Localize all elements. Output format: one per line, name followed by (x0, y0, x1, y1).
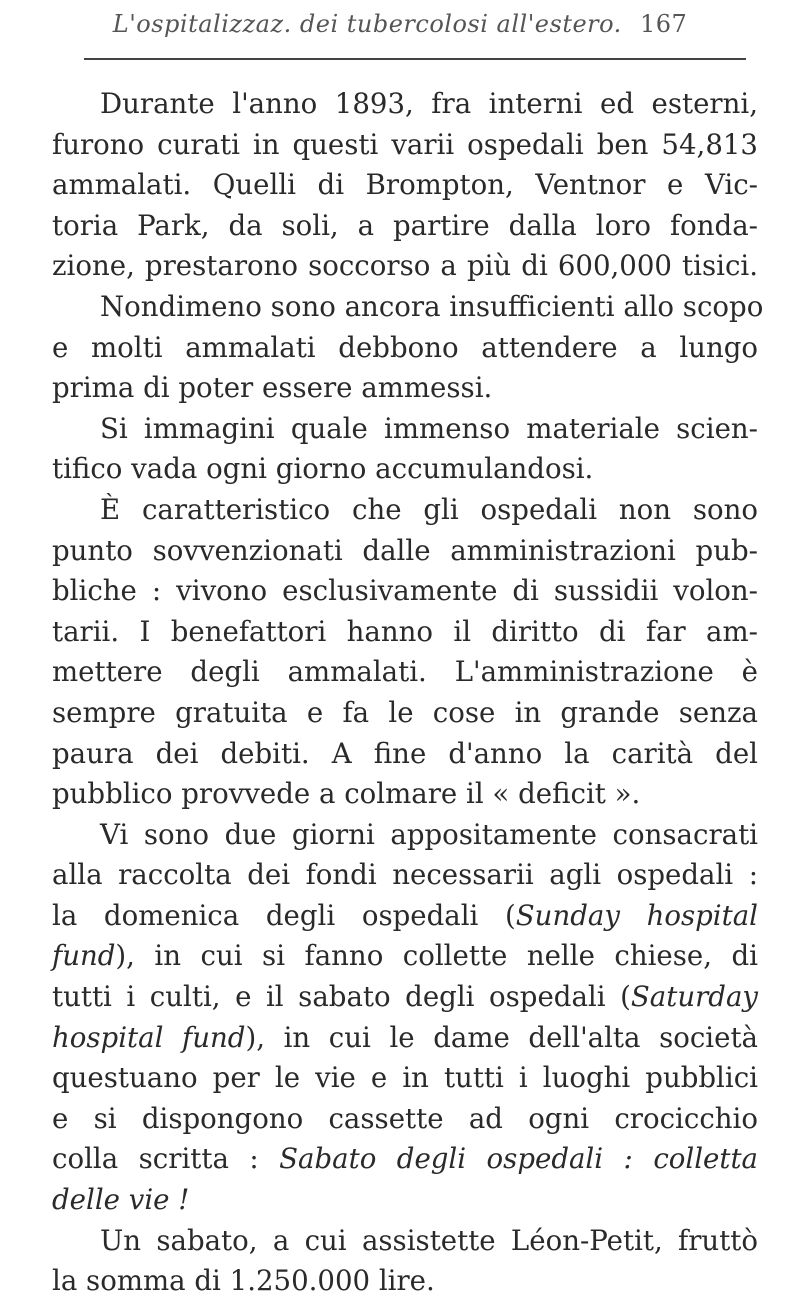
header-rule (84, 58, 746, 60)
text-line: prima di poter essere ammessi. (52, 371, 493, 405)
text-segment: tutti i culti, e il sabato degli ospedali ( (52, 980, 631, 1014)
text-line: punto sovvenzionati dalle amministrazioni pub- (52, 533, 758, 567)
text-line: pubblico provvede a colmare il « deficit ». (52, 777, 641, 811)
page-number: 167 (639, 10, 688, 38)
text-line: Un sabato, a cui assistette Léon-Petit, fruttò (100, 1223, 758, 1257)
text-line: mettere degli ammalati. L'amministrazione è (52, 655, 758, 689)
text-segment: la domenica degli ospedali ( (52, 898, 516, 932)
text-line: e si dispongono cassette ad ogni crocicchio (52, 1101, 758, 1135)
text-line: toria Park, da soli, a partire dalla loro fonda- (52, 208, 758, 242)
text-line (52, 977, 758, 1018)
text-line (52, 1139, 758, 1180)
italic-segment: Sunday hospital (515, 898, 758, 932)
text-line: tarii. I benefattori hanno il diritto di far am- (52, 614, 758, 648)
text-line: e molti ammalati debbono attendere a lungo (52, 330, 758, 364)
italic-segment: hospital fund (52, 1020, 246, 1054)
text-line (52, 1180, 758, 1221)
text-line (52, 896, 758, 937)
text-line: la somma di 1.250.000 lire. (52, 1264, 435, 1298)
text-line (52, 1018, 758, 1059)
text-line: Nondimeno sono ancora insufficienti allo scopo (100, 289, 764, 323)
text-line: sempre gratuita e fa le cose in grande senza (52, 695, 758, 729)
text-line: alla raccolta dei fondi necessarii agli ospedali : (52, 858, 758, 892)
text-line: Durante l'anno 1893, fra interni ed esterni, (100, 87, 758, 120)
text-line: questuano per le vie e in tutti i luoghi pubblici (52, 1061, 758, 1095)
text-line: Si immagini quale immenso materiale scien- (100, 411, 758, 445)
text-segment: ), in cui le dame dell'alta società (245, 1020, 759, 1054)
italic-segment: Sabato degli ospedali : colletta (279, 1142, 758, 1176)
italic-segment: delle vie ! (52, 1183, 190, 1217)
body-text (52, 84, 764, 1302)
italic-segment: fund (52, 939, 116, 973)
text-line: tifico vada ogni giorno accumulandosi. (52, 452, 594, 486)
text-segment: ), in cui si fanno collette nelle chiese, di (115, 939, 758, 973)
text-line: ammalati. Quelli di Brompton, Ventnor e Vic- (52, 168, 758, 202)
running-header (0, 4, 800, 44)
text-line: È caratteristico che gli ospedali non sono (100, 492, 758, 526)
text-line: zione, prestarono soccorso a più di 600,000 tisici. (52, 249, 758, 283)
italic-segment: Saturday (630, 980, 758, 1014)
text-segment: colla scritta : (52, 1142, 280, 1176)
running-title: L'ospitalizzaz. dei tubercolosi all'estero. (112, 10, 622, 38)
text-line: paura dei debiti. A fine d'anno la carità del (52, 736, 758, 770)
text-line (52, 936, 758, 977)
text-line: Vi sono due giorni appositamente consacrati (100, 817, 758, 851)
text-line: furono curati in questi varii ospedali ben 54,813 (52, 127, 758, 161)
text-line: bliche : vivono esclusivamente di sussidii volon- (52, 574, 758, 608)
